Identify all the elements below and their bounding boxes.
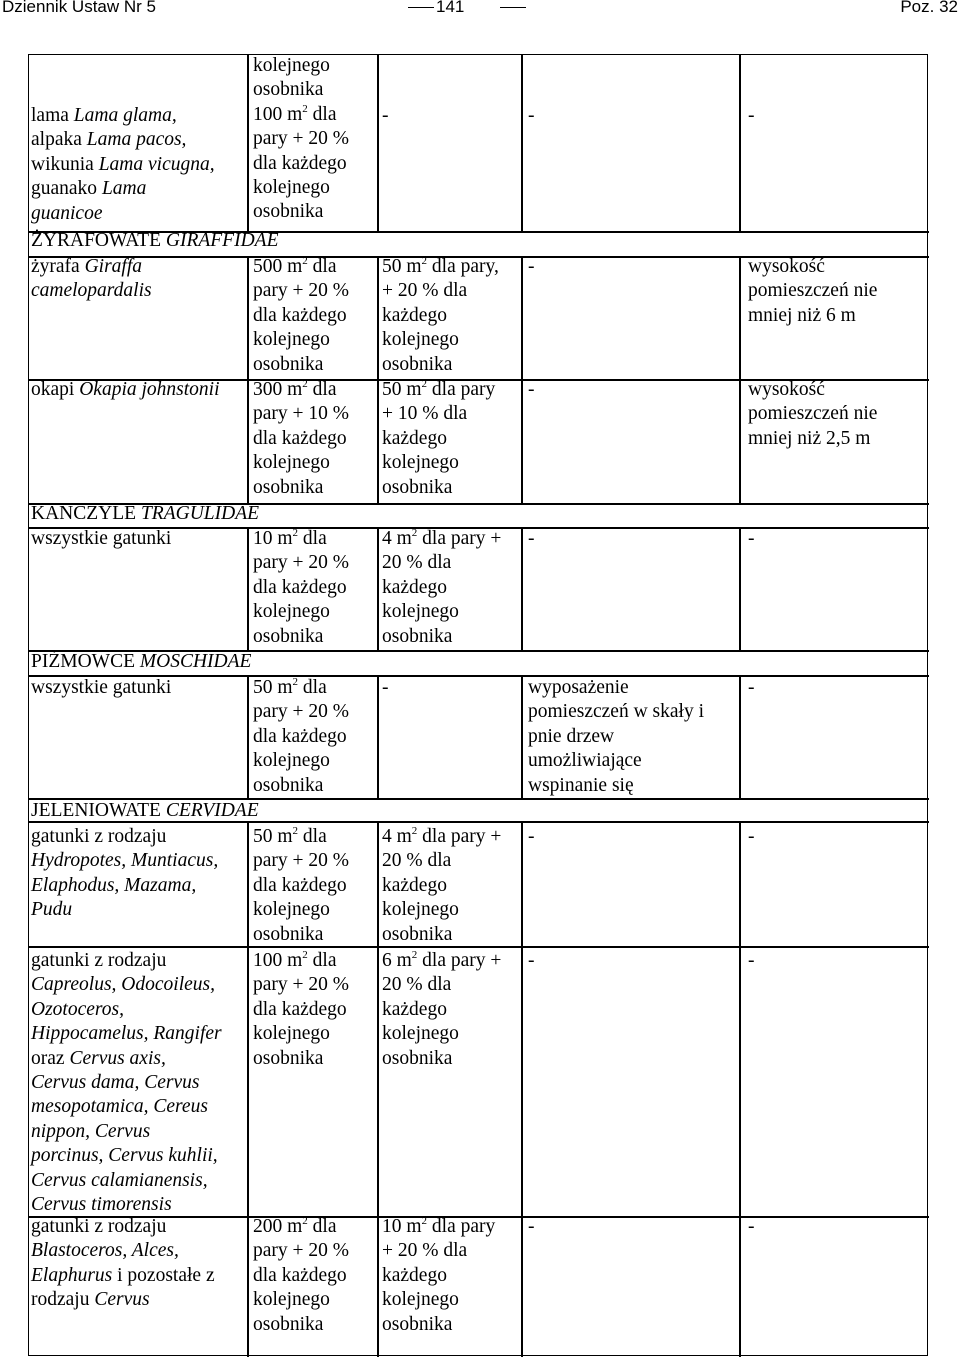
- other-requirement: -: [748, 950, 755, 971]
- col-divider: [377, 55, 379, 231]
- species-name: gatunki z rodzaju Capreolus, Odocoileus, Ozotoceros, Hippocamelus, Rangifer oraz Cervus axis, Cervus dama, Cervus mesopotamica, Cereus nippon, Cervus porcinus, Cervus kuhlii, Cervus calamianensis, Cervus timorensis: [31, 950, 222, 1216]
- other-requirement: wysokość pomieszczeń nie mniej niż 6 m: [748, 256, 878, 326]
- other-requirement: -: [748, 105, 755, 126]
- page-number-left-dash: [408, 7, 434, 8]
- equipment-requirement: -: [528, 105, 535, 126]
- additional-area: 4 $m^2$ dla pary + 20 % dla każdego kolejnego osobnika: [382, 527, 502, 647]
- additional-area: -: [382, 105, 389, 126]
- other-requirement: wysokość pomieszczeń nie mniej niż 2,5 m: [748, 379, 878, 449]
- additional-area: 50 $m^2$ dla pary, + 20 % dla każdego kolejnego osobnika: [382, 255, 499, 375]
- col-divider: [739, 527, 741, 651]
- species-name: lama Lama glama, alpaka Lama pacos, wikunia Lama vicugna, guanako Lama guanicoe: [31, 105, 215, 224]
- species-name: żyrafa Giraffa camelopardalis: [31, 256, 152, 302]
- col-divider: [377, 675, 379, 799]
- equipment-requirement: -: [528, 379, 535, 400]
- area-requirement: 300 $m^2$ dla pary + 10 % dla każdego kolejnego osobnika: [253, 378, 350, 498]
- other-requirement: -: [748, 826, 755, 847]
- area-requirement: 50 $m^2$ dla pary + 20 % dla każdego kolejnego osobnika: [253, 825, 350, 945]
- col-divider: [247, 821, 249, 1357]
- additional-area: -: [382, 677, 389, 698]
- col-divider: [521, 257, 523, 504]
- equipment-requirement: -: [528, 256, 535, 277]
- family-heading: KANCZYLE TRAGULIDAE: [31, 503, 260, 524]
- family-heading: JELENIOWATE CERVIDAE: [31, 800, 259, 821]
- additional-area: 4 $m^2$ dla pary + 20 % dla każdego kolejnego osobnika: [382, 825, 502, 945]
- species-name: gatunki z rodzaju Hydropotes, Muntiacus, Elaphodus, Mazama, Pudu: [31, 826, 219, 921]
- species-name: wszystkie gatunki: [31, 528, 172, 549]
- col-divider: [377, 527, 379, 651]
- family-heading: ŻYRAFOWATE GIRAFFIDAE: [31, 230, 279, 251]
- equipment-requirement: -: [528, 1216, 535, 1237]
- col-divider: [739, 675, 741, 799]
- position-number: Poz. 32: [900, 0, 958, 16]
- col-divider: [739, 55, 741, 231]
- area-requirement: 200 $m^2$ dla pary + 20 % dla każdego kolejnego osobnika: [253, 1215, 350, 1335]
- additional-area: 10 $m^2$ dla pary + 20 % dla każdego kolejnego osobnika: [382, 1215, 496, 1335]
- additional-area: 50 $m^2$ dla pary + 10 % dla każdego kolejnego osobnika: [382, 378, 496, 498]
- equipment-requirement: -: [528, 528, 535, 549]
- page-header: [0, 0, 960, 18]
- col-divider: [247, 675, 249, 799]
- family-heading: PIŻMOWCE MOSCHIDAE: [31, 651, 252, 672]
- other-requirement: -: [748, 1216, 755, 1237]
- area-requirement: 50 $m^2$ dla pary + 20 % dla każdego kolejnego osobnika: [253, 676, 350, 796]
- other-requirement: -: [748, 528, 755, 549]
- species-name: wszystkie gatunki: [31, 677, 172, 698]
- journal-title: Dziennik Ustaw Nr 5: [2, 0, 156, 16]
- col-divider: [247, 257, 249, 504]
- col-divider: [247, 527, 249, 651]
- equipment-requirement: -: [528, 826, 535, 847]
- col-divider: [377, 257, 379, 504]
- col-divider: [521, 675, 523, 799]
- species-name: okapi Okapia johnstonii: [31, 379, 220, 400]
- col-divider: [247, 55, 249, 231]
- additional-area: 6 $m^2$ dla pary + 20 % dla każdego kolejnego osobnika: [382, 949, 502, 1069]
- col-divider: [521, 527, 523, 651]
- species-name: gatunki z rodzaju Blastoceros, Alces, Elaphurus i pozostałe z rodzaju Cervus: [31, 1216, 215, 1311]
- col-divider: [521, 55, 523, 231]
- col-divider: [521, 821, 523, 1357]
- page-number: 141: [436, 0, 465, 16]
- col-divider: [739, 821, 741, 1357]
- page-number-right-dash: [500, 7, 526, 8]
- area-requirement: 100 $m^2$ dla pary + 20 % dla każdego kolejnego osobnika: [253, 949, 350, 1069]
- col-divider: [377, 821, 379, 1357]
- area-requirement: kolejnego osobnika 100 $m^2$ dla pary + 20 % dla każdego kolejnego osobnika: [253, 55, 350, 223]
- equipment-requirement: wyposażenie pomieszczeń w skały i pnie drzew umożliwiające wspinanie się: [528, 677, 704, 796]
- col-divider: [739, 257, 741, 504]
- equipment-requirement: -: [528, 950, 535, 971]
- area-requirement: 500 $m^2$ dla pary + 20 % dla każdego kolejnego osobnika: [253, 255, 350, 375]
- area-requirement: 10 $m^2$ dla pary + 20 % dla każdego kolejnego osobnika: [253, 527, 350, 647]
- other-requirement: -: [748, 677, 755, 698]
